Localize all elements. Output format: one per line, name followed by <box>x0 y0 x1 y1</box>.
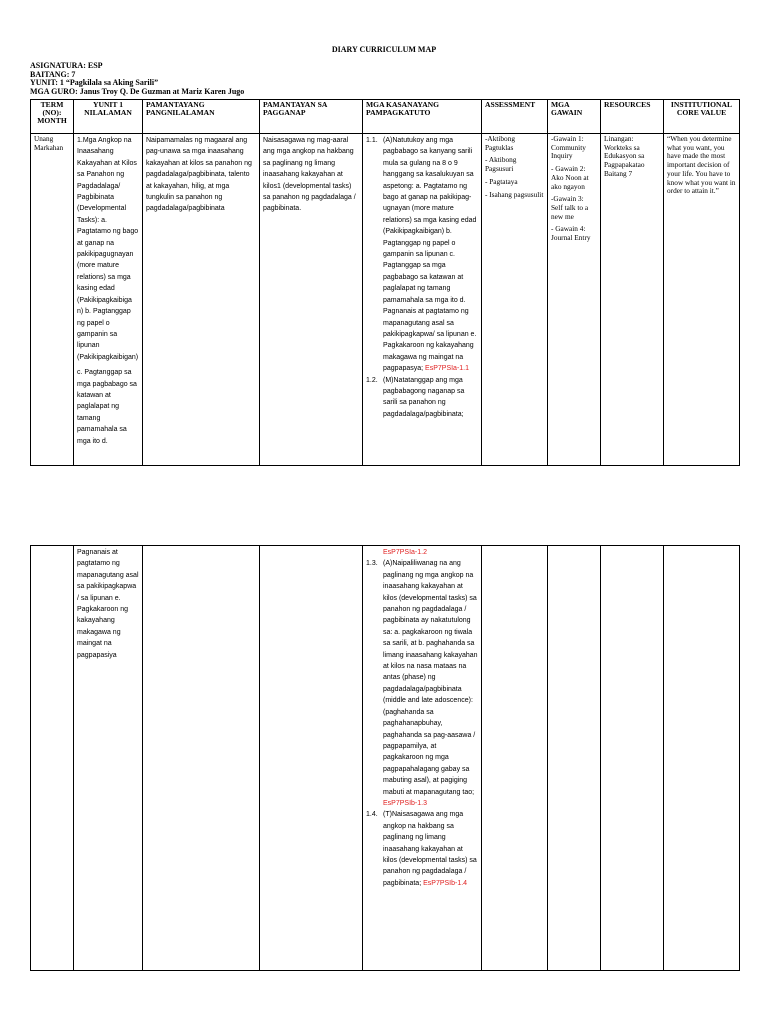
curriculum-table-page-2 <box>30 545 740 971</box>
kasanayang-item <box>366 558 478 809</box>
kasanayang-cell <box>363 134 482 466</box>
term-cell <box>31 546 74 971</box>
assessment-item: - Isahang pagsusulit <box>485 189 544 199</box>
assessment-cell <box>482 546 548 971</box>
item-text: (M)Natatanggap ang mga pagbabagong naganap sa sarili sa panahon ng pagdadalaga/pagbibinata; <box>383 376 465 418</box>
kasanayang-item <box>366 375 478 421</box>
resources-cell <box>601 546 664 971</box>
document-meta <box>30 62 244 96</box>
baitang-line: BAITANG: 7 <box>30 69 76 79</box>
header-pamantayang-pangnilalaman: PAMANTAYANG PANGNILALAMAN <box>143 100 260 134</box>
table-row <box>31 546 740 971</box>
assessment-item: -Aktibong Pagtuklas <box>485 134 515 152</box>
pangnilalaman-cell: Naipamamalas ng magaaral ang pag-unawa sa mga inaasahang kakayahan at kilos sa panahon ng pagdadalaga/pagbibinata, talento at kakayahan, hilig, at mga tungkulin sa panahon ng pagdadalaga/pagbibinata <box>143 134 260 466</box>
yunit-line: YUNIT: 1 “Pagkilala sa Aking Sarili” <box>30 78 159 87</box>
nilalaman-part-b: c. Pagtanggap sa mga pagbabago sa katawan at paglalapat ng tamang pamamahala sa mga ito d. <box>77 369 137 445</box>
item-number: 1.4. <box>366 811 378 819</box>
term-cell: Unang Markahan <box>31 134 74 466</box>
nilalaman-cell: Pagnanais at pagtatamo ng mapanagutang asal sa pakikipagkapwa / sa lipunan e. Pagkakaroon ng kakayahang makagawa ng maingat na pagpapasiya <box>74 546 143 971</box>
gawain-item: - Gawain 2: Ako Noon at ako ngayon <box>551 164 589 191</box>
core-value-cell: “When you determine what you want, you have made the most important decision of your life. You have to know what you want in order to attain it.” <box>664 134 740 466</box>
item-number: 1.1. <box>366 137 378 144</box>
header-assessment: ASSESSMENT <box>482 100 548 134</box>
header-row <box>31 100 740 134</box>
gawain-item: -Gawain 1: Community Inquiry <box>551 134 586 161</box>
curriculum-table-page-1 <box>30 99 740 466</box>
asignatura-line: ASIGNATURA: ESP <box>30 61 103 70</box>
item-text: (A)Naipaliliwanag na ang paglinang ng mga angkop na inaasahang kakayahan at kilos (developmental tasks) sa panahon ng pagdadalaga / pagbibinata ay nakatutulong sa: a. pagkakaroon ng tiwala sa sarili, at b. paghahanda sa limang inaasahang kakayahan at kilos na nasa mataas na antas (phase) ng pagdadalaga/pagbibinata (middle and late adoscence): (paghahanda sa paghahanapbuhay, paghahanda sa pag-aasawa / pagpapamilya, at pagkakaroon ng mga pagpapahalagang gabay sa mabuting asal), at pagiging mabuti at mapanagutang tao; <box>383 560 478 796</box>
pagganap-cell: Naisasagawa ng mag-aaral ang mga angkop na hakbang sa paglinang ng limang inaasahang kakayahan at kilos1 (developmental tasks) sa panahon ng pagdadalaga / pagbibinata. <box>260 134 363 466</box>
pangnilalaman-cell <box>143 546 260 971</box>
pagganap-cell <box>260 546 363 971</box>
document-title: DIARY CURRICULUM MAP <box>331 45 437 54</box>
gawain-cell <box>548 134 601 466</box>
assessment-item: - Aktibong Pagsusuri <box>485 155 517 174</box>
nilalaman-part-a: 1.Mga Angkop na Inaasahang Kakayahan at Kilos sa Panahon ng Pagdadalaga/ Pagbibinata (Developmental Tasks): a. Pagtatamo ng bago at ganap na pakikipagugnayan (more mature relations) sa mga kasing edad (Pakikipagkaibiga n) b. Pagtanggap ng papel o gampanin sa lipunan (Pakikipagkaibigan) <box>77 137 139 361</box>
gawain-item: -Gawain 3: Self talk to a new me <box>551 194 589 221</box>
kasanayang-item <box>366 135 478 375</box>
header-pamantayan-sa-pagganap: PAMANTAYAN SA PAGGANAP <box>260 100 363 134</box>
table-row <box>31 134 740 466</box>
resources-cell: Linangan: Workteks sa Edukasyon sa Pagpapakatao Baitang 7 <box>601 134 664 466</box>
assessment-item: - Pagtataya <box>485 176 518 186</box>
item-number: 1.2. <box>366 376 378 384</box>
assessment-cell <box>482 134 548 466</box>
competency-code: EsP7PSIa-1.1 <box>425 365 470 373</box>
item-text: (T)Naisasagawa ang mga angkop na hakbang sa paglinang ng limang inaasahang kakayahan at kilos (developmental tasks) sa panahon ng pagdadalaga / pagbibinata; <box>383 811 477 887</box>
header-gawain: MGA GAWAIN <box>548 100 601 134</box>
gawain-cell <box>548 546 601 971</box>
header-term: TERM (NO): MONTH <box>31 100 74 134</box>
header-core-value: INSTITUTIONAL CORE VALUE <box>664 100 740 134</box>
competency-code: EsP7PSIb-1.4 <box>423 879 468 887</box>
nilalaman-cell <box>74 134 143 466</box>
item-text: (A)Natutukoy ang mga pagbabago sa kanyang sarili mula sa gulang na 8 o 9 hanggang sa kasalukuyan sa aspetong: a. Pagtatamo ng bago at ganap na pakikipag-ugnayan (more mature relations) sa mga kasing edad (Pakikipagkaibigan) b. Pagtanggap ng papel o gampanin sa lipunan c. Pagtanggap sa mga pagbabago sa katawan at paglalapat ng tamang pamamahala sa mga ito d. Pagnanais at pagtatamo ng mapanagutang asal sa pakikipagkapwa/ sa lipunan e. Pagkakaroon ng kakayahang makagawa ng maingat na pagpapasya; <box>383 137 477 373</box>
header-kasanayang: MGA KASANAYANG PAMPAGKATUTO <box>363 100 482 134</box>
competency-code: EsP7PSIa-1.2 <box>383 549 427 556</box>
kasanayang-cell <box>363 546 482 971</box>
item-number: 1.3. <box>366 560 378 568</box>
kasanayang-item <box>366 809 478 889</box>
header-resources: RESOURCES <box>601 100 664 134</box>
guro-line: MGA GURO: Janus Troy Q. De Guzman at Mariz Karen Jugo <box>30 86 245 96</box>
gawain-item: - Gawain 4: Journal Entry <box>551 224 591 243</box>
header-yunit: YUNIT 1 NILALAMAN <box>74 100 143 134</box>
core-value-cell <box>664 546 740 971</box>
competency-code: EsP7PSIb-1.3 <box>383 799 427 807</box>
